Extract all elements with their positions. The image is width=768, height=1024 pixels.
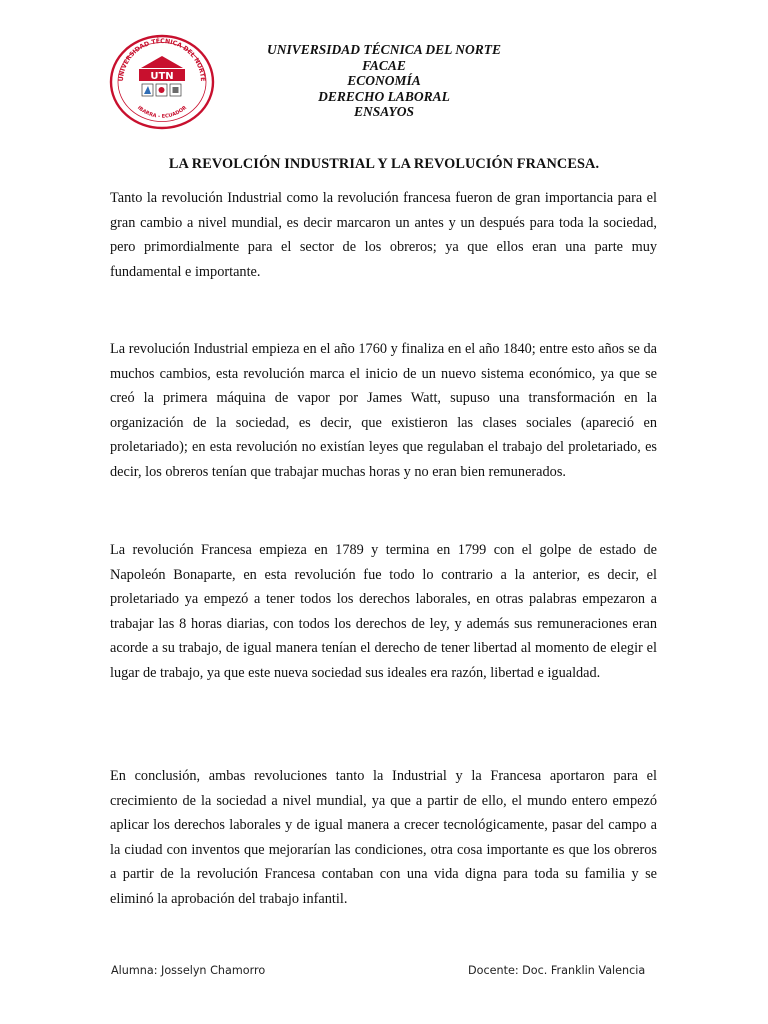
logo-center-text: UTN — [150, 71, 174, 82]
document-title: LA REVOLCIÓN INDUSTRIAL Y LA REVOLUCIÓN FRANCESA. — [168, 156, 600, 172]
paragraph-conclusion: En conclusión, ambas revoluciones tanto la Industrial y la Francesa aportaron para el crecimiento de la sociedad a nivel mundial, ya que a partir de ello, el mundo entero empezó aplicar los derechos laborales y de igual manera a crecer tecnológicamente, pasar del campo a la ciudad con inventos que mejorarían las condiciones, otra cosa importante es que los obreros a partir de la revolución Francesa contaban con una vida digna para toda su familia y se eliminó la aprobación del trabajo infantil. — [110, 768, 657, 907]
paragraph-introduction: Tanto la revolución Industrial como la revolución francesa fueron de gran importancia para el gran cambio a nivel mundial, es decir marcaron un antes y un después para toda la sociedad, pero primordialmente para el sector de los obreros; ya que ellos eran una parte muy fundamental e importante. — [110, 190, 657, 280]
paragraph-industrial-revolution: La revolución Industrial empieza en el año 1760 y finaliza en el año 1840; entre esto años se da muchos cambios, esta revolución marca el inicio de un nuevo sistema económico, ya que se creó la primera máquina de vapor por James Watt, supuso una transformación en la organización de la sociedad, es decir, que existieron las clases sociales (apareció en proletariado); en esta revolución no existían leyes que regulaban el trabajo del proletariado, es decir, los obreros tenían que trabajar muchas horas y no eran bien remunerados. — [110, 341, 657, 480]
header-faculty: FACAE — [362, 57, 406, 73]
paragraph-french-revolution: La revolución Francesa empieza en 1789 y termina en 1799 con el golpe de estado de Napoleón Bonaparte, en esta revolución fue todo lo contrario a la anterior, es decir, el proletariado ya empezó a tener todos los derechos laborales, en otras palabras empezaron a trabajar las 8 horas diarias, con todos los derechos de ley, y además sus remuneraciones eran acorde a su trabajo, de igual manera tenían el derecho de tener libertad al momento de elegir el lugar de trabajo, ya que este nueva sociedad sus ideales era razón, libertad e igualdad. — [110, 542, 657, 681]
header-university: UNIVERSIDAD TÉCNICA DEL NORTE — [267, 42, 501, 57]
header-assignment-type: ENSAYOS — [353, 104, 415, 119]
header-subject: DERECHO LABORAL — [318, 88, 450, 104]
logo-bottom-text: IBARRA - ECUADOR — [136, 104, 188, 120]
header-career: ECONOMÍA — [347, 73, 421, 88]
footer-student: Alumna: Josselyn Chamorro — [111, 964, 266, 977]
document-header — [200, 42, 568, 120]
footer-teacher: Docente: Doc. Franklin Valencia — [468, 964, 646, 977]
logo-top-text: UNIVERSIDAD TÉCNICA DEL NORTE — [117, 37, 207, 82]
